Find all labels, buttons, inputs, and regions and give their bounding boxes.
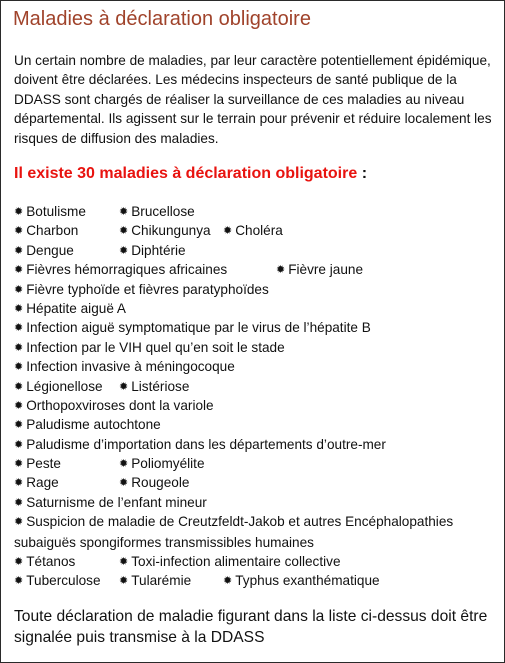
sunburst-bullet-icon: ✹ — [119, 380, 129, 393]
list-item: ✹ Tularémie — [119, 573, 192, 589]
list-item: ✹ Orthopoxviroses dont la variole — [14, 397, 214, 413]
list-item: ✹ Fièvres hémorragiques africaines — [14, 262, 228, 278]
sunburst-bullet-icon: ✹ — [14, 264, 24, 277]
list-item: ✹ Infection invasive à méningocoque — [14, 359, 235, 375]
sunburst-bullet-icon: ✹ — [14, 302, 24, 315]
list-row — [14, 299, 500, 318]
list-row — [14, 493, 500, 512]
sunburst-bullet-icon: ✹ — [14, 322, 24, 335]
list-item: ✹ Paludisme d’importation dans les départements d’outre-mer — [14, 436, 386, 452]
list-row — [14, 512, 500, 552]
list-row — [14, 318, 500, 337]
list-item: ✹ Infection par le VIH quel qu’en soit le stade — [14, 339, 285, 355]
list-item: ✹ Hépatite aiguë A — [14, 300, 126, 316]
list-item: ✹ Typhus exanthématique — [223, 573, 380, 589]
sunburst-bullet-icon: ✹ — [119, 458, 129, 471]
sunburst-bullet-icon: ✹ — [276, 264, 286, 277]
list-item: ✹ Toxi-infection alimentaire collective — [119, 554, 341, 570]
list-row — [14, 280, 500, 299]
sunburst-bullet-icon: ✹ — [14, 496, 24, 509]
list-row — [14, 571, 500, 590]
list-item: ✹ Dengue — [14, 242, 74, 258]
list-row — [14, 357, 500, 376]
disease-count-heading — [14, 164, 367, 184]
list-row — [14, 221, 500, 240]
list-item: ✹ Peste — [14, 456, 61, 472]
disease-list — [14, 202, 500, 591]
sunburst-bullet-icon: ✹ — [14, 399, 24, 412]
list-row — [14, 552, 500, 571]
list-row — [14, 435, 500, 454]
list-row — [14, 260, 500, 279]
list-item: ✹ Listériose — [119, 378, 190, 394]
list-item: ✹ Infection aiguë symptomatique par le virus de l’hépatite B — [14, 320, 371, 336]
sunburst-bullet-icon: ✹ — [14, 225, 24, 238]
disease-count-suffix: : — [357, 165, 368, 182]
list-row — [14, 473, 500, 492]
sunburst-bullet-icon: ✹ — [14, 419, 24, 432]
list-row — [14, 377, 500, 396]
disease-count-highlight: Il existe 30 maladies à déclaration obligatoire — [14, 165, 358, 182]
list-item: ✹ Rage — [14, 475, 59, 491]
sunburst-bullet-icon: ✹ — [119, 556, 129, 569]
list-row — [14, 202, 500, 221]
list-item: ✹ Fièvre jaune — [276, 262, 364, 278]
sunburst-bullet-icon: ✹ — [14, 458, 24, 471]
list-item: ✹ Poliomyélite — [119, 456, 205, 472]
list-row — [14, 338, 500, 357]
sunburst-bullet-icon: ✹ — [119, 225, 129, 238]
sunburst-bullet-icon: ✹ — [14, 477, 24, 490]
sunburst-bullet-icon: ✹ — [14, 516, 24, 529]
sunburst-bullet-icon: ✹ — [14, 206, 24, 218]
list-row — [14, 415, 500, 434]
list-item: ✹ Chikungunya — [119, 223, 211, 239]
sunburst-bullet-icon: ✹ — [14, 341, 24, 354]
list-row — [14, 454, 500, 473]
sunburst-bullet-icon: ✹ — [14, 575, 24, 588]
list-row — [14, 241, 500, 260]
intro-paragraph: Un certain nombre de maladies, par leur caractère potentiellement épidémique, doivent être déclarées. Les médecins inspecteurs de santé publique de la DDASS sont chargés de réaliser la surveillance de ces maladies au niveau départemental. Ils agissent sur le terrain pour prévenir et réduire localement les risques de diffusion des maladies. — [14, 53, 492, 146]
sunburst-bullet-icon: ✹ — [14, 244, 24, 257]
list-item: ✹ Suspicion de maladie de Creutzfeldt-Jakob et autres Encéphalopathies subaiguës spongiformes transmissibles humaines — [14, 514, 454, 550]
sunburst-bullet-icon: ✹ — [119, 477, 129, 490]
list-item: ✹ Paludisme autochtone — [14, 417, 161, 433]
list-item: ✹ Charbon — [14, 223, 79, 239]
sunburst-bullet-icon: ✹ — [14, 283, 24, 296]
sunburst-bullet-icon: ✹ — [223, 575, 233, 588]
list-item: ✹ Saturnisme de l’enfant mineur — [14, 494, 207, 510]
list-item: ✹ Botulisme — [14, 204, 86, 219]
list-item: ✹ Choléra — [223, 223, 283, 239]
sunburst-bullet-icon: ✹ — [14, 361, 24, 374]
list-item: ✹ Brucellose — [119, 204, 195, 219]
sunburst-bullet-icon: ✹ — [14, 380, 24, 393]
list-item: ✹ Tétanos — [14, 554, 76, 570]
list-item: ✹ Rougeole — [119, 475, 190, 491]
sunburst-bullet-icon: ✹ — [14, 438, 24, 451]
sunburst-bullet-icon: ✹ — [223, 225, 233, 238]
page-title: Maladies à déclaration obligatoire — [13, 8, 311, 30]
sunburst-bullet-icon: ✹ — [119, 206, 129, 218]
list-row — [14, 396, 500, 415]
sunburst-bullet-icon: ✹ — [14, 556, 24, 569]
sunburst-bullet-icon: ✹ — [119, 575, 129, 588]
list-item: ✹ Fièvre typhoïde et fièvres paratyphoïdes — [14, 281, 269, 297]
list-item: ✹ Tuberculose — [14, 573, 101, 589]
list-item: ✹ Diphtérie — [119, 242, 186, 258]
list-item: ✹ Légionellose — [14, 378, 103, 394]
footer-note: Toute déclaration de maladie figurant dans la liste ci-dessus doit être signalée puis transmise à la DDASS — [14, 608, 488, 646]
sunburst-bullet-icon: ✹ — [119, 244, 129, 257]
